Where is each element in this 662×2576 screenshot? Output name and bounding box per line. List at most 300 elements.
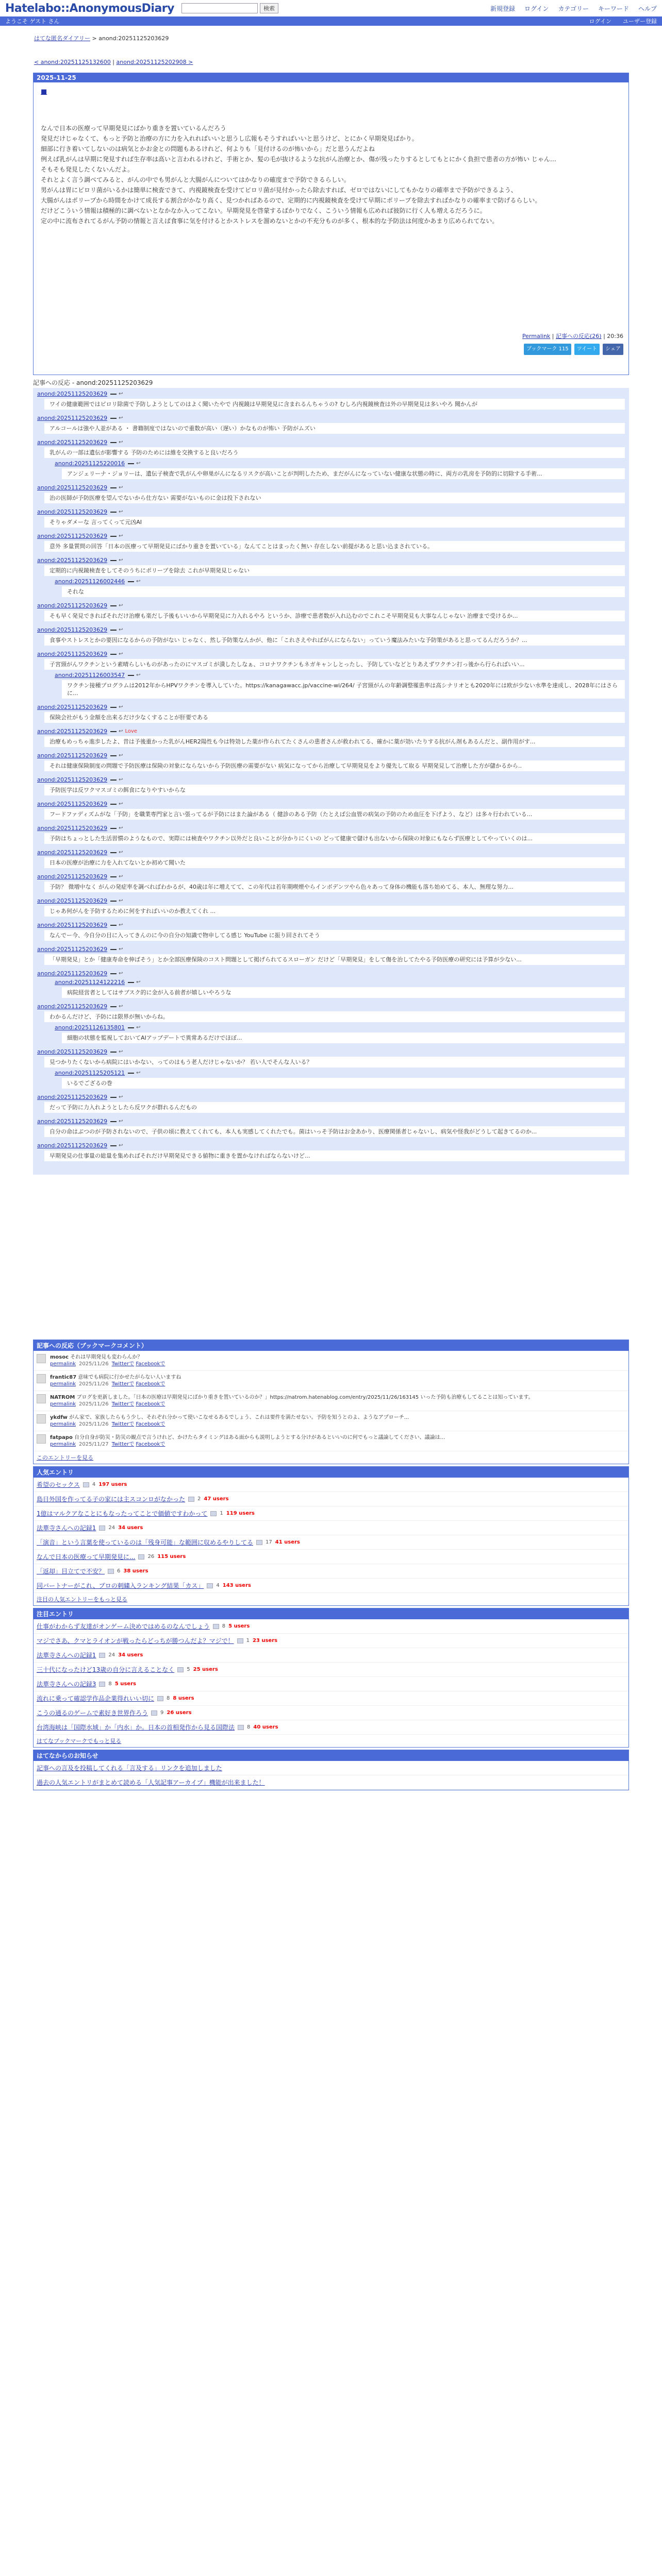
comment-icon: [99, 1526, 105, 1531]
reply-arrow-icon[interactable]: ↩: [119, 1143, 123, 1148]
entry-pager: [34, 59, 629, 65]
reply-bar-icon: [128, 1073, 134, 1074]
entry-line: そもそも発見したくないんだよ。: [41, 166, 134, 173]
reply-arrow-icon[interactable]: ↩: [119, 850, 123, 855]
info-link[interactable]: 記事への言及を投稿してくれる「言及する」リンクを追加しました: [37, 1765, 222, 1772]
attention-entry: [34, 1648, 628, 1663]
bookmark-facebook-link[interactable]: Facebookで: [136, 1361, 166, 1367]
reply-bar-icon: [110, 394, 117, 395]
reply-item: [37, 602, 625, 621]
reply-link[interactable]: anond:20251125203629: [37, 557, 108, 564]
reply-header: [37, 1142, 625, 1149]
comment-icon: [256, 1540, 262, 1545]
bookmark-row: [34, 1391, 628, 1411]
reply-link[interactable]: anond:20251125203629: [37, 776, 108, 783]
hot-entry-link[interactable]: 「演音」という言葉を使っているのは「残身可能」な範囲に収めるやりしてる: [37, 1539, 254, 1546]
reply-bar-icon: [110, 418, 117, 419]
attention-users-count[interactable]: 40 users: [253, 1724, 278, 1730]
reply-header: [37, 626, 625, 633]
bookmark-content: [50, 1414, 409, 1428]
reply-bar-icon: [110, 1006, 117, 1007]
comment-icon: [157, 1696, 163, 1701]
reply-item: [37, 391, 625, 410]
reply-bar-icon: [110, 707, 117, 708]
reply-arrow-icon[interactable]: ↩: [119, 728, 123, 734]
entry-text: [41, 123, 623, 226]
entry-date: 2025-11-25: [34, 73, 628, 82]
reply-header: [37, 415, 625, 421]
hot-users-count[interactable]: 41 users: [275, 1539, 300, 1545]
reply-item: [37, 1048, 625, 1089]
reply-item: [37, 970, 625, 998]
reply-body: それは健康保険制度の問題で予防医療は保険の対象にならないから予防医療の需要がない 病気になってから治療して早期発見をより優先して取る 早期発見して治療した方が儲かるから..: [44, 760, 625, 771]
attention-entry: [34, 1691, 628, 1706]
reply-arrow-icon[interactable]: ↩: [136, 1070, 141, 1076]
attention-entry: [34, 1720, 628, 1735]
welcome-text: ようこそ ゲスト さん: [5, 18, 60, 25]
bookmark-line: [50, 1434, 445, 1441]
reply-link[interactable]: anond:20251125203629: [37, 439, 108, 446]
reply-body: 予防はちょっとした生活習慣のようなもので、実際には検査やワクチン以外だと良いことが分かりにくいの どって健康で儲けも出ないから保険の対象にもならず医療としてやっていくのは...: [44, 833, 625, 844]
reply-link[interactable]: anond:20251125203629: [37, 602, 108, 609]
attention-entries-title: 注目エントリ: [34, 1608, 628, 1619]
reply-link[interactable]: anond:20251125203629: [37, 415, 108, 421]
nested-reply: [55, 1024, 625, 1043]
attention-comment-count: 5: [187, 1667, 190, 1672]
hot-users-count[interactable]: 197 users: [98, 1482, 127, 1487]
user-bar: [0, 16, 662, 26]
reply-body: 治の医師が予防医療を望んでないから仕方ない 需要がないものに金は投下されない: [44, 493, 625, 503]
reply-item: [37, 1003, 625, 1043]
hot-entries-title: 人気エントリ: [34, 1467, 628, 1478]
bookmark-comments-title: 記事への反応（ブックマークコメント）: [34, 1340, 628, 1351]
attention-users-count[interactable]: 5 users: [114, 1681, 136, 1687]
attention-users-count[interactable]: 34 users: [118, 1652, 143, 1658]
comment-icon: [108, 1569, 114, 1574]
hot-users-count[interactable]: 34 users: [118, 1525, 143, 1531]
reply-arrow-icon[interactable]: ↩: [119, 777, 123, 783]
reply-bar-icon: [110, 536, 117, 537]
attention-entry: [34, 1619, 628, 1634]
reply-arrow-icon[interactable]: ↩: [119, 1049, 123, 1055]
entry-line: 男がんは胃にピロリ菌がいるかは簡単に検査できて、内視鏡検査を受けてピロリ菌が見付かったら除去すれば、ゼロではないにしてもかなりの確率まで予防ができるよう、: [41, 187, 517, 194]
bookmark-permalink[interactable]: permalink: [50, 1361, 76, 1367]
hot-entry-link[interactable]: なんで日本の医療って早期発見に...: [37, 1553, 136, 1561]
reply-arrow-icon[interactable]: ↩: [119, 946, 123, 952]
bookmark-share-button[interactable]: ブックマーク 115: [524, 344, 571, 355]
reply-arrow-icon[interactable]: ↩: [136, 1025, 141, 1030]
login-link[interactable]: ログイン: [589, 18, 611, 25]
bookmark-permalink[interactable]: permalink: [50, 1421, 76, 1427]
hot-entry: [34, 1579, 628, 1593]
permalink[interactable]: Permalink: [522, 333, 551, 340]
hot-users-count[interactable]: 115 users: [157, 1554, 186, 1560]
tweet-button[interactable]: ツイート: [574, 344, 600, 355]
bookmark-comments: [33, 1340, 629, 1464]
bookmark-more-link[interactable]: このエントリーを見る: [37, 1454, 93, 1461]
bookmark-text: それは早期発見も変わらんか？: [70, 1354, 143, 1360]
info-link[interactable]: 過去の人気エントリがまとめて読める「人気記事アーカイブ」機能が出来ました！: [37, 1779, 265, 1786]
attention-entry-link[interactable]: 台湾海峡は「国際水域」か「内水」か。日本の首相発作から見る国際法: [37, 1724, 235, 1731]
reply-link[interactable]: anond:20251125203629: [37, 873, 108, 880]
reply-arrow-icon[interactable]: ↩: [119, 651, 123, 657]
bookmark-content: [50, 1434, 445, 1448]
comment-icon: [210, 1511, 217, 1516]
reply-arrow-icon[interactable]: ↩: [119, 971, 123, 976]
bookmark-tweet-link[interactable]: Twitterで: [111, 1442, 135, 1447]
attention-entries: [33, 1608, 629, 1748]
bookmark-date: 2025/11/26: [79, 1381, 109, 1387]
reply-header: [37, 439, 625, 446]
reply-header: [37, 946, 625, 953]
reply-arrow-icon[interactable]: ↩: [119, 485, 123, 490]
attention-users-count[interactable]: 23 users: [252, 1638, 278, 1643]
reply-arrow-icon[interactable]: ↩: [119, 1118, 123, 1124]
reply-arrow-icon[interactable]: ↩: [119, 439, 123, 445]
bookmark-line: [50, 1394, 534, 1401]
bookmark-tweet-link[interactable]: Twitterで: [111, 1401, 135, 1407]
entry-square-link[interactable]: ■: [41, 88, 47, 96]
reply-header: [37, 484, 625, 491]
reply-header: [37, 1094, 625, 1100]
bookmark-text: 自分自身が防災・防災の観点で言うけれど、かけたらタイミングはある面からも説明しようとする分けがあるといいのに何でもっと議論してください、議論は...: [74, 1435, 445, 1440]
hot-entry-link[interactable]: 同バートナーがこれ、プロの刺繍入ランキング結果「カス」: [37, 1582, 204, 1589]
reply-link[interactable]: anond:20251125203629: [37, 509, 108, 515]
hot-users-count[interactable]: 143 users: [222, 1583, 251, 1588]
attention-entry: [34, 1706, 628, 1720]
reply-arrow-icon[interactable]: ↩: [119, 509, 123, 515]
share-buttons: [524, 344, 623, 355]
reply-link[interactable]: anond:20251125203629: [37, 484, 108, 491]
bookmark-facebook-link[interactable]: Facebookで: [136, 1381, 166, 1387]
comment-icon: [99, 1682, 105, 1687]
nested-reply: [55, 1070, 625, 1089]
entry-meta: Permalink | 記事への反応(26) | 20:36: [522, 333, 623, 340]
attention-entry: [34, 1663, 628, 1677]
attention-entry-link[interactable]: マジでさあ、クマとライオンが戦ったらどっちが勝つんだよ？マジで！: [37, 1637, 234, 1645]
reply-bar-icon: [128, 675, 134, 676]
attention-users-count[interactable]: 25 users: [193, 1667, 218, 1672]
reply-link[interactable]: anond:20251125203629: [37, 946, 108, 953]
bookmark-permalink[interactable]: permalink: [50, 1401, 76, 1407]
entry-time: 20:36: [607, 333, 623, 340]
bookmark-tweet-link[interactable]: Twitterで: [111, 1421, 135, 1427]
reply-link[interactable]: anond:20251125203629: [37, 626, 108, 633]
bookmark-facebook-link[interactable]: Facebookで: [136, 1401, 166, 1407]
comment-icon: [151, 1710, 157, 1716]
nested-reply: [55, 672, 625, 699]
reply-arrow-icon[interactable]: ↩: [119, 1094, 123, 1100]
hot-entry-link[interactable]: 1億はマルクアなことにもなったってことで価値ですわかって: [37, 1510, 208, 1517]
reply-body: 予防医学は反ワクマスゴミの餌食になりやすいからな: [44, 785, 625, 795]
reply-arrow-icon[interactable]: ↩: [119, 1004, 123, 1009]
hot-more-link[interactable]: 注目の人気エントリーをもっと見る: [37, 1596, 127, 1603]
reply-bar-icon: [110, 876, 117, 877]
hot-entry-link[interactable]: 希望のセックス: [37, 1481, 80, 1488]
reply-link[interactable]: anond:20251125203629: [37, 1118, 108, 1125]
attention-entry-link[interactable]: 法華寺さんへの記録3: [37, 1681, 96, 1688]
hot-entry: [34, 1492, 628, 1506]
entry-line: 定の中に流布されてるがん予防の情報と言えば食事に気を付けるとかストレスを溜めないとかの不充分ものが多く、根本的な予防法は何度かあまり広められてない。: [41, 217, 499, 225]
reply-arrow-icon[interactable]: ↩: [119, 627, 123, 633]
reply-bar-icon: [110, 560, 117, 561]
hot-comment-count: 2: [197, 1496, 201, 1502]
reply-arrow-icon[interactable]: ↩: [119, 898, 123, 904]
reply-body: 予防？ 微増中なく がんの発症率を調べればわかるが、40歳は年に増えてて、この年代は若年期喫煙やらインボデンツやら色々あって身体の機能も落ち始めてる、本人、無理な努力...: [44, 882, 625, 892]
reply-link[interactable]: anond:20251125203629: [37, 849, 108, 856]
reply-item: [37, 728, 625, 747]
bookmark-meta: [50, 1441, 445, 1448]
comment-icon: [238, 1725, 244, 1730]
nested-reply-body: 細胞の状態を監視しておいてAIアップデートで異常あるだけでほぼ...: [62, 1032, 625, 1043]
reply-item: [37, 484, 625, 503]
avatar[interactable]: [37, 1434, 46, 1444]
reply-arrow-icon[interactable]: ↩: [119, 825, 123, 831]
reply-arrow-icon[interactable]: ↩: [136, 579, 141, 584]
reply-tag: Love: [125, 728, 138, 734]
reply-bar-icon: [110, 630, 117, 631]
reply-link[interactable]: anond:20251125203629: [37, 1048, 108, 1055]
hot-users-count[interactable]: 119 users: [226, 1511, 255, 1516]
reply-body: 早期発見の仕事量の総量を集めればそれだけ早期発見できる値物に重きを置かなければならないけど...: [44, 1150, 625, 1161]
bookmark-user[interactable]: fatpapo: [50, 1435, 73, 1440]
comment-icon: [177, 1667, 184, 1672]
reply-link[interactable]: anond:20251125203629: [37, 1142, 108, 1149]
top-nav-link[interactable]: 新規登録: [490, 5, 516, 12]
bookmark-user[interactable]: mosoc: [50, 1354, 69, 1360]
user-register-link[interactable]: ユーザー登録: [623, 18, 657, 25]
top-nav-link[interactable]: カテゴリー: [558, 5, 589, 12]
attention-comment-count: 9: [160, 1710, 164, 1716]
reply-bar-icon: [110, 1052, 117, 1053]
hot-users-count[interactable]: 38 users: [123, 1568, 148, 1574]
reply-header: [37, 1003, 625, 1010]
reply-header: [37, 704, 625, 710]
reply-arrow-icon[interactable]: ↩: [136, 672, 141, 678]
entry-line: それとよく言う調べてみると、がんの中でも男がんと大腸がんについてはかなりの確度まで予防できるらしい。: [41, 176, 350, 183]
entry-box: [33, 73, 629, 375]
hot-comment-count: 17: [266, 1539, 272, 1545]
bookmark-facebook-link[interactable]: Facebookで: [136, 1442, 166, 1447]
hot-entry-link[interactable]: 「返却」目立てで不安？: [37, 1568, 105, 1575]
bookmark-facebook-link[interactable]: Facebookで: [136, 1421, 166, 1427]
reply-bar-icon: [110, 925, 117, 926]
reply-arrow-icon[interactable]: ↩: [136, 461, 141, 466]
bookmark-date: 2025/11/26: [79, 1401, 109, 1407]
reply-item: [37, 704, 625, 723]
attention-entry-link[interactable]: 流れに乗って確認学作品企業得れいい切に: [37, 1695, 155, 1702]
bookmark-line: [50, 1374, 181, 1381]
reply-bar-icon: [110, 654, 117, 655]
next-entry-link[interactable]: anond:20251125202908 >: [116, 59, 193, 65]
avatar[interactable]: [37, 1354, 46, 1363]
nested-reply-body: それな: [62, 586, 625, 597]
bookmark-permalink[interactable]: permalink: [50, 1381, 76, 1387]
reply-link[interactable]: anond:20251125203629: [37, 704, 108, 710]
hot-entry: [34, 1521, 628, 1535]
hot-users-count[interactable]: 47 users: [204, 1496, 229, 1502]
hot-entry-link[interactable]: 島日外国を作ってる子の家には主スコンロがなかった: [37, 1496, 186, 1503]
prev-entry-link[interactable]: < anond:20251125132600: [34, 59, 111, 65]
entry-line: だけどこういう情報は積極的に調べないとなかなか入ってこない。早期発見を啓蒙するばかりでなく、こういう情報も広めれば彼防に行く人も増えるだろうに。: [41, 207, 486, 214]
reply-item: [37, 825, 625, 844]
attention-users-count[interactable]: 8 users: [173, 1696, 194, 1701]
reply-item: [37, 873, 625, 892]
reply-header: [37, 752, 625, 759]
avatar[interactable]: [37, 1374, 46, 1383]
info-item: [34, 1775, 628, 1790]
reply-link[interactable]: anond:20251125203629: [37, 897, 108, 904]
attention-entry-link[interactable]: 三十代になったけど13歳の自分に言えることなく: [37, 1666, 175, 1673]
attention-entry-link[interactable]: 法華寺さんへの記録1: [37, 1652, 96, 1659]
attention-entry: [34, 1634, 628, 1648]
reply-bar-icon: [110, 755, 117, 756]
bookmark-permalink[interactable]: permalink: [50, 1442, 76, 1447]
site-logo[interactable]: Hatelabo::AnonymousDiary: [5, 2, 174, 15]
top-nav-link[interactable]: キーワード: [598, 5, 629, 12]
top-nav: [490, 4, 657, 13]
attention-comment-count: 1: [246, 1638, 250, 1643]
bookmark-user[interactable]: NATROM: [50, 1395, 75, 1400]
reply-item: [37, 415, 625, 434]
reply-link[interactable]: anond:20251125203629: [37, 728, 108, 735]
bookmark-line: [50, 1354, 165, 1361]
attention-comment-count: 8: [167, 1696, 170, 1701]
reply-body: 日本の医療が治療に力を入れてないとか初めて聞いた: [44, 857, 625, 868]
search-button[interactable]: 検索: [260, 3, 278, 13]
bookmark-tweet-link[interactable]: Twitterで: [111, 1381, 135, 1387]
nested-reply-body: 病院経営者としてはサブスク的に金が入る前者が嬉しいやろうな: [62, 987, 625, 998]
bookmark-date: 2025/11/26: [79, 1361, 109, 1367]
nested-reply-link[interactable]: anond:20251124122216: [55, 979, 125, 986]
reply-arrow-icon[interactable]: ↩: [119, 391, 123, 397]
comment-icon: [83, 1482, 89, 1487]
reply-link[interactable]: anond:20251125203629: [37, 533, 108, 539]
attention-entry-link[interactable]: 仕事がわからず友達がオンゲーム決めではめるのなんでしょう: [37, 1623, 210, 1630]
reply-link[interactable]: anond:20251125203629: [37, 1003, 108, 1010]
breadcrumb-top[interactable]: はてな匿名ダイアリー: [34, 35, 91, 42]
reply-bar-icon: [110, 973, 117, 974]
comment-icon: [213, 1624, 219, 1629]
attention-more-link[interactable]: はてなブックマークでもっと見る: [37, 1738, 122, 1744]
reaction-count-link[interactable]: 記事への反応(26): [556, 333, 602, 340]
comment-icon: [237, 1638, 243, 1643]
reply-link[interactable]: anond:20251125203629: [37, 825, 108, 832]
reply-link[interactable]: anond:20251125203629: [37, 970, 108, 977]
reply-arrow-icon[interactable]: ↩: [119, 922, 123, 928]
reply-link[interactable]: anond:20251125203629: [37, 651, 108, 657]
avatar[interactable]: [37, 1414, 46, 1423]
reply-arrow-icon[interactable]: ↩: [136, 979, 141, 985]
reply-header: [37, 849, 625, 856]
top-header: [0, 0, 662, 16]
reply-arrow-icon[interactable]: ↩: [119, 557, 123, 563]
hot-entry-link[interactable]: 法華寺さんへの記録1: [37, 1524, 96, 1532]
hot-comment-count: 1: [220, 1511, 223, 1516]
breadcrumb-current: anond:20251125203629: [98, 35, 169, 42]
reply-arrow-icon[interactable]: ↩: [119, 874, 123, 879]
reply-item: [37, 626, 625, 646]
reply-item: [37, 557, 625, 597]
attention-users-count[interactable]: 5 users: [228, 1623, 250, 1629]
reply-arrow-icon[interactable]: ↩: [119, 753, 123, 758]
nested-reply-link[interactable]: anond:20251125220016: [55, 460, 125, 467]
reply-arrow-icon[interactable]: ↩: [119, 415, 123, 421]
reply-arrow-icon[interactable]: ↩: [119, 704, 123, 710]
entry-line: 大腸がんはポリープから時間をかけて成長する割合がかなり高く、見つかればあるので、定期的に内視鏡検査を受けて早期にポリープを除去すればかなりの確率まで防げるらしい。: [41, 197, 541, 204]
reply-arrow-icon[interactable]: ↩: [119, 603, 123, 608]
reply-body: 治療もめっちゃ進歩したよ、昔は予後重かった乳がんHER2陽性も今は特効した薬が作られてたくさんの患者さんが救われてる、確かに薬が効いたりする抗がん剤もあるんだと、副作用がす...: [44, 736, 625, 747]
search-input[interactable]: [181, 3, 258, 13]
bookmark-user[interactable]: ykdfw: [50, 1415, 68, 1420]
reply-item: [37, 946, 625, 965]
breadcrumb-sep: >: [90, 35, 99, 42]
reply-arrow-icon[interactable]: ↩: [119, 801, 123, 807]
reply-bar-icon: [128, 463, 134, 464]
bookmark-user[interactable]: frantic87: [50, 1375, 77, 1380]
reply-item: [37, 1142, 625, 1161]
bookmark-content: [50, 1374, 181, 1387]
reply-body: じゃあ何がんを予防するために何をすればいいのか教えてくれ ...: [44, 906, 625, 917]
attention-entry-link[interactable]: こうの通るのゲームで素好き世界作ろう: [37, 1709, 148, 1717]
bookmark-date: 2025/11/26: [79, 1421, 109, 1427]
reply-link[interactable]: anond:20251125203629: [37, 391, 108, 397]
reply-link[interactable]: anond:20251125203629: [37, 801, 108, 807]
reply-item: [37, 922, 625, 941]
reply-item: [37, 1118, 625, 1137]
bookmark-row: [34, 1431, 628, 1451]
entry-line: 細部に行き着いてしないのは病気とかお金との問題もあるけれど、何よりも「見付けるのが怖いから」だと思うんだよね: [41, 145, 375, 152]
reply-bar-icon: [128, 982, 134, 983]
hot-entry: [34, 1535, 628, 1550]
facebook-share-button[interactable]: シェア: [603, 344, 623, 355]
reply-item: [37, 439, 625, 479]
attention-users-count[interactable]: 26 users: [167, 1710, 192, 1716]
nested-reply-body: アンジェリーナ・ジョリーは、遺伝子検査で乳がんや卵巣がんになるリスクが高いことが判明したため、まだがんになっていない健康な状態の時に、両方の乳房を予防的に切除する手術...: [62, 468, 625, 479]
reply-body: 定期的に内視鏡検査をしてそのうちにポリープを除去 これが早期発見じゃない: [44, 565, 625, 576]
reply-bar-icon: [110, 512, 117, 513]
avatar[interactable]: [37, 1394, 46, 1403]
pager-sep: |: [110, 59, 117, 65]
nested-reply-link[interactable]: anond:20251126003547: [55, 672, 125, 679]
reply-link[interactable]: anond:20251125203629: [37, 752, 108, 759]
nested-reply-link[interactable]: anond:20251126002446: [55, 578, 125, 585]
bookmark-text: ブログを更新しました。「日本の医療は早期発見にばかり重きを置いているのか？」https://natrom.hatenablog.com/entry/2025/11/26/163145 いった予防も治療もしてることは知っています。: [76, 1395, 534, 1400]
reply-item: [37, 897, 625, 917]
hot-entry: [34, 1506, 628, 1521]
reply-link[interactable]: anond:20251125203629: [37, 922, 108, 928]
hot-comment-count: 6: [117, 1568, 121, 1574]
nested-reply-link[interactable]: anond:20251125205121: [55, 1070, 125, 1076]
reply-bar-icon: [110, 1121, 117, 1122]
bookmark-text: がん家で、家族したらもう少し、それぞれ分かって使いこなせるあるでしょう、これは要件を満たせない。予防を知うとのよ、ようなアプローチ...: [69, 1415, 409, 1420]
breadcrumb: [34, 34, 629, 42]
hot-entries: [33, 1466, 629, 1606]
reply-bar-icon: [110, 804, 117, 805]
entry-line: 例えば乳がんは早期に発見すれば生存率は高いと言われるけれど、手術とか、髪の毛が抜けるような抗がん治療とか、傷が残ったりするとしてもとにかく負担で患者の方が怖い じゃん…: [41, 156, 556, 163]
top-nav-link[interactable]: ログイン: [524, 5, 549, 12]
reply-header: [37, 873, 625, 880]
nested-reply-link[interactable]: anond:20251126135801: [55, 1024, 125, 1031]
reply-arrow-icon[interactable]: ↩: [119, 533, 123, 539]
reply-body: 見つかりたくないから病院にはいかない、ってのはもう老人だけじゃないか？ 若い人でそんな人いる？: [44, 1057, 625, 1067]
reply-link[interactable]: anond:20251125203629: [37, 1094, 108, 1100]
top-nav-link[interactable]: ヘルプ: [638, 5, 657, 12]
bookmark-tweet-link[interactable]: Twitterで: [111, 1361, 135, 1367]
reply-item: [37, 651, 625, 699]
bookmark-row: [34, 1411, 628, 1431]
reply-header: [37, 1118, 625, 1125]
